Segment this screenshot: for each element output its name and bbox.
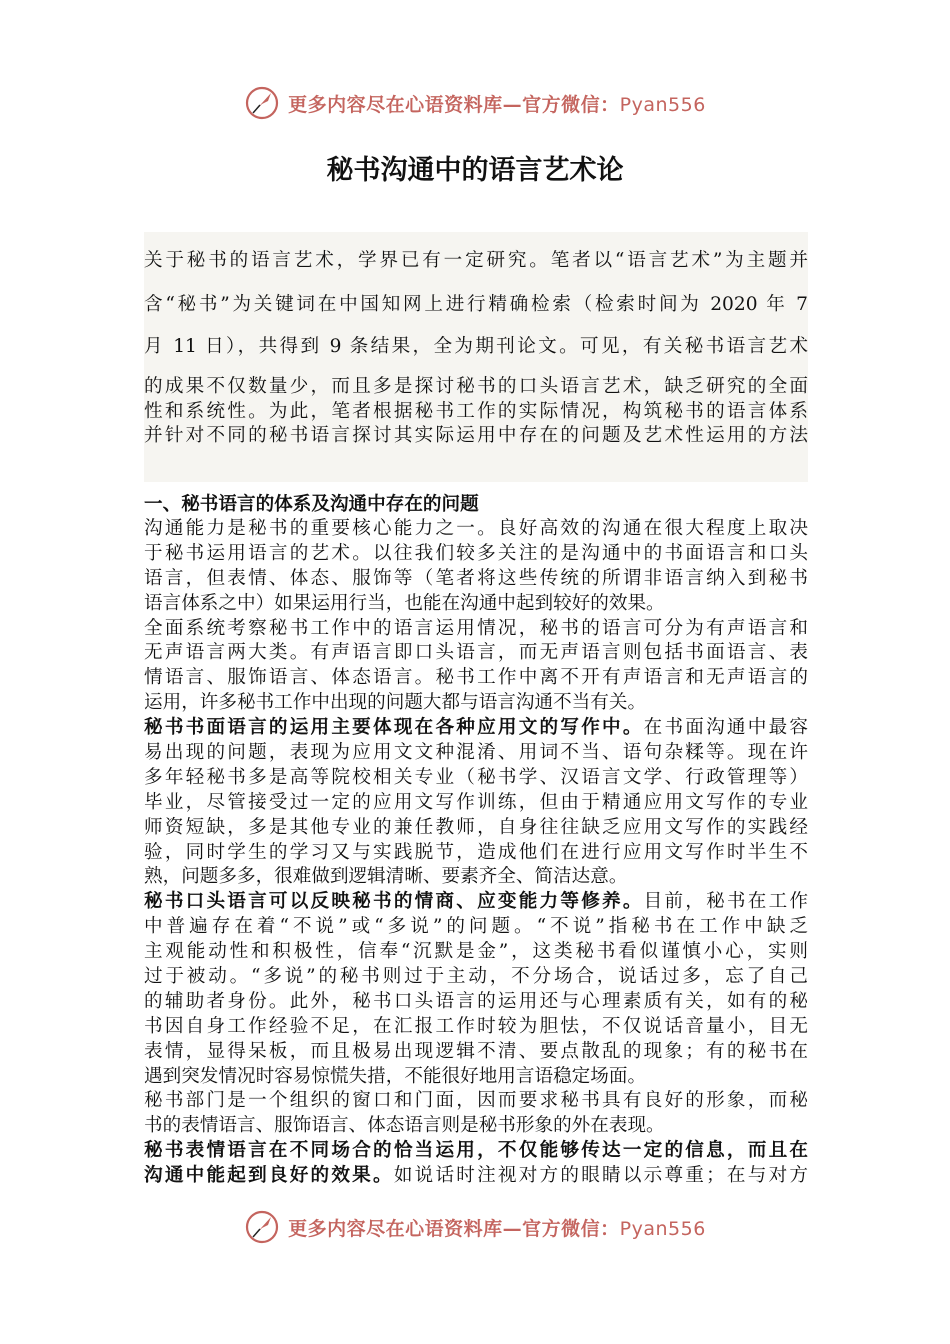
section-heading: 一、秘书语言的体系及沟通中存在的问题 bbox=[144, 494, 479, 515]
paragraph-6 bbox=[144, 1139, 808, 1189]
text-line: 无声语言两大类。有声语言即口头语言，而无声语言则包括书面语言、表 bbox=[144, 642, 808, 664]
text-line: 于秘书运用语言的艺术。以往我们较多关注的是沟通中的书面语言和口头 bbox=[144, 542, 808, 564]
text-line: 情语言、服饰语言、体态语言。秘书工作中离不开有声语言和无声语言的 bbox=[144, 667, 808, 689]
watermark-text: 更多内容尽在心语资料库—官方微信：Pyan556 bbox=[288, 93, 706, 116]
text-line: 秘书书面语言的运用主要体现在各种应用文的写作中。在书面沟通中最容 bbox=[144, 717, 808, 739]
text-line: 主观能动性和积极性，信奉“沉默是金”，这类秘书看似谨慎小心，实则 bbox=[144, 941, 808, 963]
watermark-text: 更多内容尽在心语资料库—官方微信：Pyan556 bbox=[288, 1217, 706, 1240]
text-line: 沟通中能起到良好的效果。如说话时注视对方的眼睛以示尊重；在与对方 bbox=[144, 1165, 808, 1187]
text-line: 师资短缺，多是其他专业的兼任教师，自身往往缺乏应用文写作的实践经 bbox=[144, 816, 808, 838]
paragraph-4 bbox=[144, 890, 808, 1089]
quill-logo-icon bbox=[244, 85, 280, 121]
bold-lead: 秘书书面语言的运用主要体现在各种应用文的写作中。 bbox=[144, 717, 644, 739]
footer-watermark bbox=[0, 1202, 950, 1252]
paragraph-1 bbox=[144, 517, 808, 617]
text-line: 的辅助者身份。此外，秘书口头语言的运用还与心理素质有关，如有的秘 bbox=[144, 990, 808, 1012]
text-line: 秘书口头语言可以反映秘书的情商、应变能力等修养。目前，秘书在工作 bbox=[144, 891, 808, 913]
text-line: 熟，问题多多，很难做到逻辑清晰、要素齐全、简洁达意。 bbox=[144, 866, 628, 888]
bold-lead: 秘书表情语言在不同场合的恰当运用，不仅能够传达一定的信息，而且在 bbox=[144, 1140, 808, 1162]
document-body bbox=[144, 492, 808, 1189]
bold-lead: 秘书口头语言可以反映秘书的情商、应变能力等修养。 bbox=[144, 891, 644, 913]
text-line: 多年轻秘书多是高等院校相关专业（秘书学、汉语言文学、行政管理等） bbox=[144, 766, 808, 788]
text-line: 表情，显得呆板，而且极易出现逻辑不清、要点散乱的现象；有的秘书在 bbox=[144, 1040, 808, 1062]
intro-line: 的成果不仅数量少，而且多是探讨秘书的口头语言艺术，缺乏研究的全面 bbox=[144, 376, 808, 397]
text-line: 过于被动。“多说”的秘书则过于主动，不分场合，说话过多，忘了自己 bbox=[144, 966, 808, 988]
intro-line: 月 11 日），共得到 9 条结果，全为期刊论文。可见，有关秘书语言艺术 bbox=[144, 336, 808, 357]
text-line: 秘书部门是一个组织的窗口和门面，因而要求秘书具有良好的形象，而秘 bbox=[144, 1090, 808, 1112]
paragraph-5 bbox=[144, 1089, 808, 1139]
intro-line: 含“秘书”为关键词在中国知网上进行精确检索（检索时间为 2020 年 7 bbox=[144, 294, 808, 315]
text-line: 运用，许多秘书工作中出现的问题大都与语言沟通不当有关。 bbox=[144, 692, 647, 714]
text-line: 语言，但表情、体态、服饰等（笔者将这些传统的所谓非语言纳入到秘书 bbox=[144, 567, 808, 589]
intro-line: 性和系统性。为此，笔者根据秘书工作的实际情况，构筑秘书的语言体系 bbox=[144, 401, 808, 422]
text-line: 毕业，尽管接受过一定的应用文写作训练，但由于精通应用文写作的专业 bbox=[144, 791, 808, 813]
intro-line: 并针对不同的秘书语言探讨其实际运用中存在的问题及艺术性运用的方法 bbox=[144, 425, 808, 446]
text-line: 验，同时学生的学习又与实践脱节，造成他们在进行应用文写作时半生不 bbox=[144, 841, 808, 863]
paragraph-2 bbox=[144, 617, 808, 717]
text-line: 书的表情语言、服饰语言、体态语言则是秘书形象的外在表现。 bbox=[144, 1115, 665, 1137]
text-line: 易出现的问题，表现为应用文文种混淆、用词不当、语句杂糅等。现在许 bbox=[144, 742, 808, 764]
intro-paragraph bbox=[144, 232, 808, 482]
header-watermark bbox=[0, 78, 950, 128]
quill-logo-icon bbox=[244, 1209, 280, 1245]
text-line: 沟通能力是秘书的重要核心能力之一。良好高效的沟通在很大程度上取决 bbox=[144, 518, 808, 539]
document-title: 秘书沟通中的语言艺术论 bbox=[326, 155, 624, 186]
text-line: 书因自身工作经验不足，在汇报工作时较为胆怯，不仅说话音量小，目无 bbox=[144, 1015, 808, 1037]
text-line: 语言体系之中）如果运用行当，也能在沟通中起到较好的效果。 bbox=[144, 592, 665, 614]
text-line: 遇到突发情况时容易惊慌失措，不能很好地用言语稳定场面。 bbox=[144, 1065, 647, 1087]
text-line: 中普遍存在着“不说”或“多说”的问题。“不说”指秘书在工作中缺乏 bbox=[144, 916, 808, 938]
paragraph-3 bbox=[144, 716, 808, 890]
intro-line: 关于秘书的语言艺术，学界已有一定研究。笔者以“语言艺术”为主题并 bbox=[144, 250, 808, 271]
text-line: 全面系统考察秘书工作中的语言运用情况，秘书的语言可分为有声语言和 bbox=[144, 617, 808, 639]
